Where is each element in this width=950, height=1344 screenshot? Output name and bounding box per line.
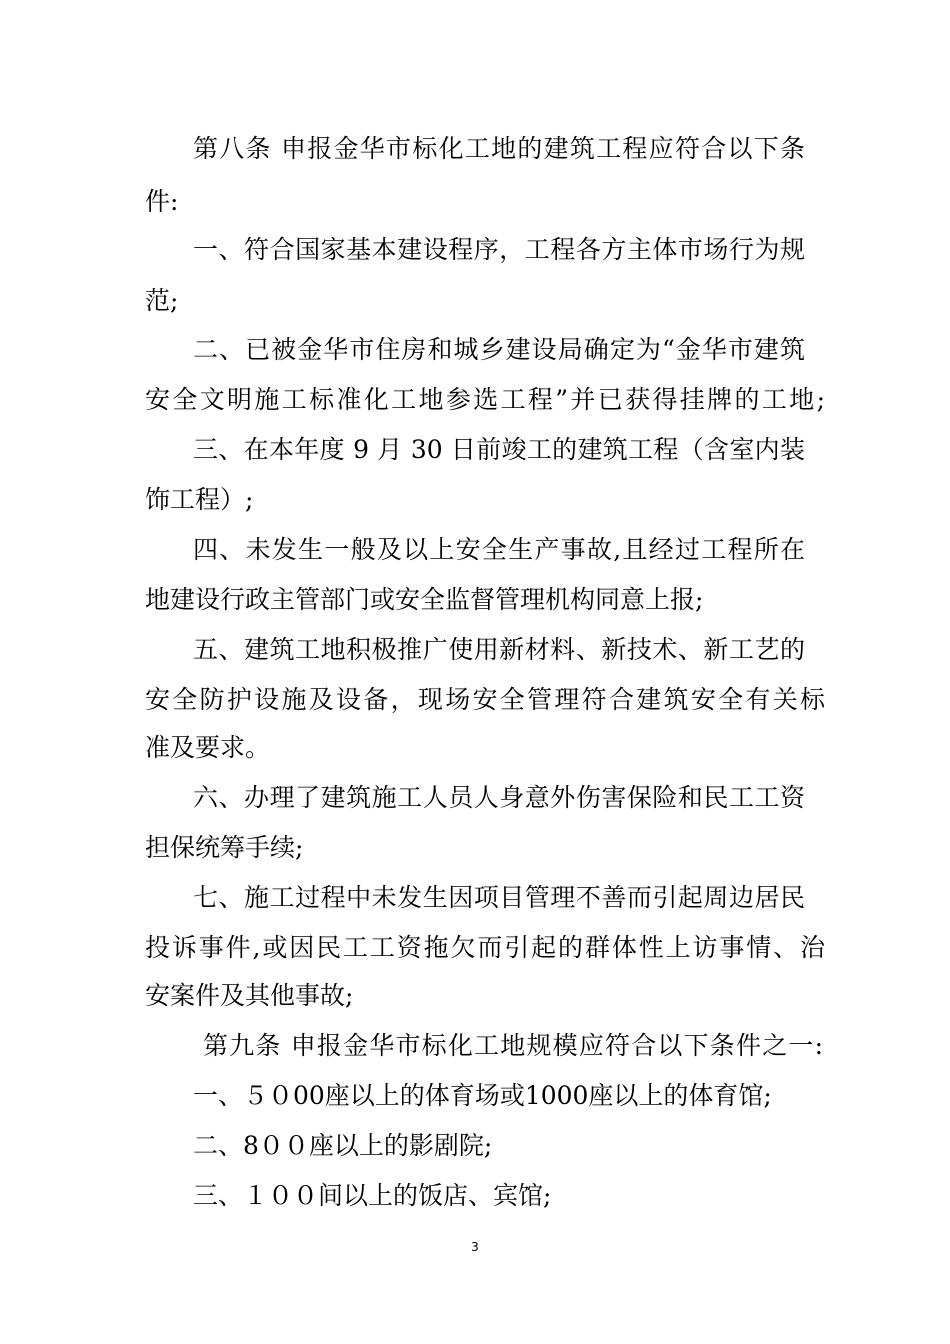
item-7-line-3: 安案件及其他事故; (145, 981, 354, 1010)
item-6-line-2: 担保统筹手续; (145, 833, 304, 862)
article-9-heading: 第九条 申报金华市标化工地规模应符合以下条件之一: (203, 1031, 823, 1060)
scale-item-3: 三、１００间以上的饭店、宾馆; (193, 1181, 552, 1210)
page-number: 3 (471, 1240, 479, 1254)
article-8-heading-line-1: 第八条 申报金华市标化工地的建筑工程应符合以下条 (193, 134, 805, 163)
item-5-line-1: 五、建筑工地积极推广使用新材料、新技术、新工艺的 (193, 635, 805, 664)
item-3-line-2: 饰工程）; (145, 485, 254, 514)
item-1-line-1: 一、符合国家基本建设程序，工程各方主体市场行为规 (193, 235, 805, 264)
item-5-line-2: 安全防护设施及设备，现场安全管理符合建筑安全有关标 (145, 685, 825, 714)
item-2-line-1: 二、已被金华市住房和城乡建设局确定为“金华市建筑 (193, 335, 805, 364)
item-4-line-1: 四、未发生一般及以上安全生产事故,且经过工程所在 (193, 535, 805, 564)
item-3-line-1: 三、在本年度 9 月 30 日前竣工的建筑工程（含室内装 (193, 435, 805, 464)
item-1-line-2: 范; (145, 286, 179, 315)
scale-item-1: 一、５０00座以上的体育场或1000座以上的体育馆; (193, 1081, 772, 1110)
item-4-line-2: 地建设行政主管部门或安全监督管理机构同意上报; (145, 585, 704, 614)
item-2-line-2: 安全文明施工标准化工地参选工程”并已获得挂牌的工地; (145, 385, 825, 414)
item-5-line-3: 准及要求。 (145, 733, 271, 762)
item-7-line-1: 七、施工过程中未发生因项目管理不善而引起周边居民 (193, 883, 805, 912)
scale-item-2: 二、8００座以上的影剧院; (193, 1131, 493, 1160)
article-8-heading-line-2: 件: (145, 187, 179, 216)
item-6-line-1: 六、办理了建筑施工人员人身意外伤害保险和民工工资 (193, 783, 805, 812)
item-7-line-2: 投诉事件,或因民工工资拖欠而引起的群体性上访事情、治 (145, 933, 825, 962)
